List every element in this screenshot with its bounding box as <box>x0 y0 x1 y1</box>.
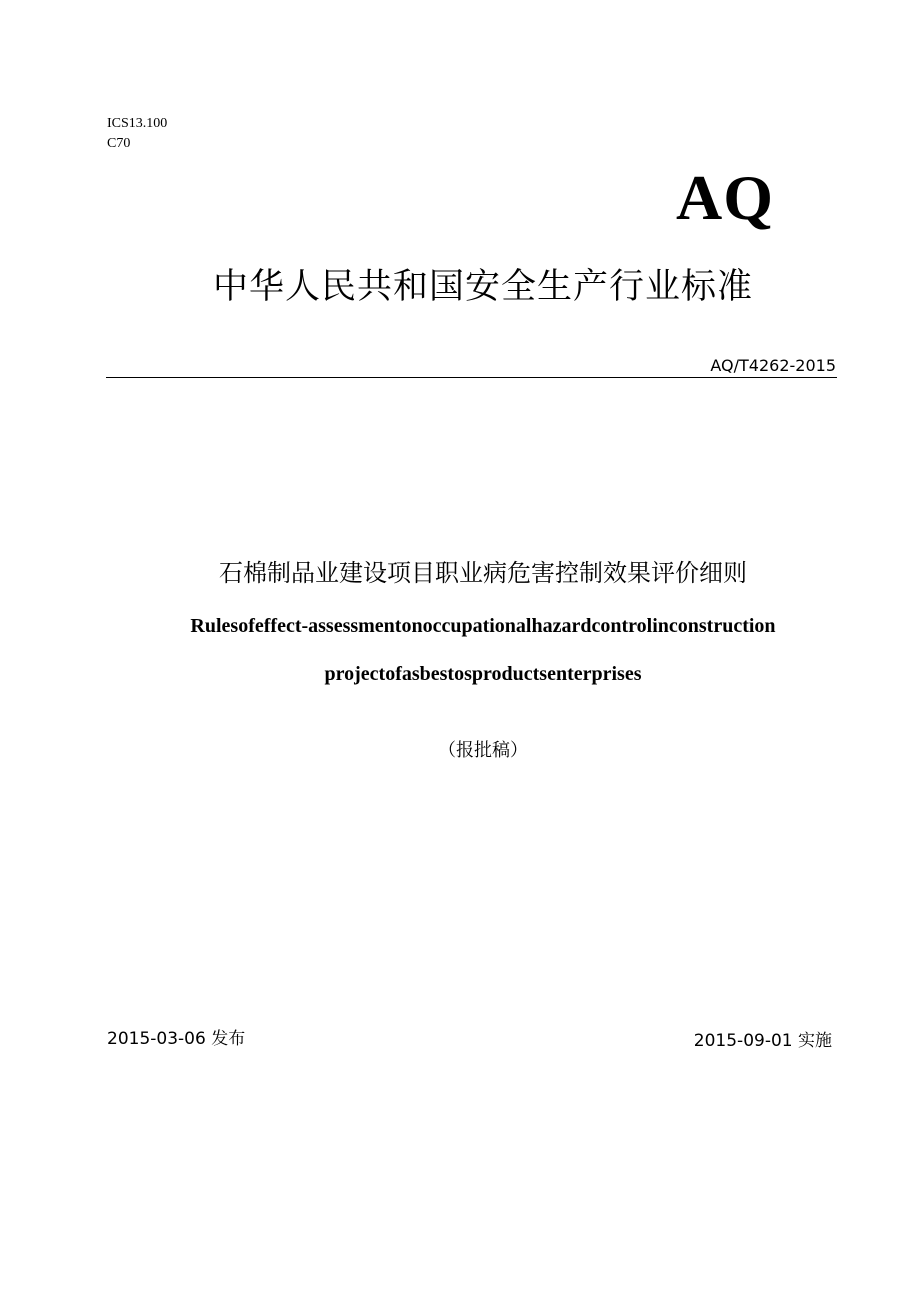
effective-date: 2015-09-01 实施 <box>693 1031 832 1051</box>
document-title-en-line2: projectofasbestosproductsenterprises <box>324 663 642 685</box>
document-title-en-line1: Rulesofeffect-assessmentonoccupationalhazardcontrolinconstruction <box>190 615 776 637</box>
standard-number: AQ/T4262-2015 <box>710 356 836 375</box>
classification-codes <box>107 114 167 154</box>
draft-note: （报批稿） <box>438 740 528 761</box>
document-title-zh: 石棉制品业建设项目职业病危害控制效果评价细则 <box>219 559 747 587</box>
aq-logo: AQ <box>676 162 774 233</box>
ics-code: ICS13.100 <box>107 116 168 131</box>
standard-title: 中华人民共和国安全生产行业标准 <box>212 267 753 307</box>
header-divider <box>106 377 837 378</box>
class-code: C70 <box>107 136 131 151</box>
publish-date: 2015-03-06 发布 <box>107 1029 246 1049</box>
